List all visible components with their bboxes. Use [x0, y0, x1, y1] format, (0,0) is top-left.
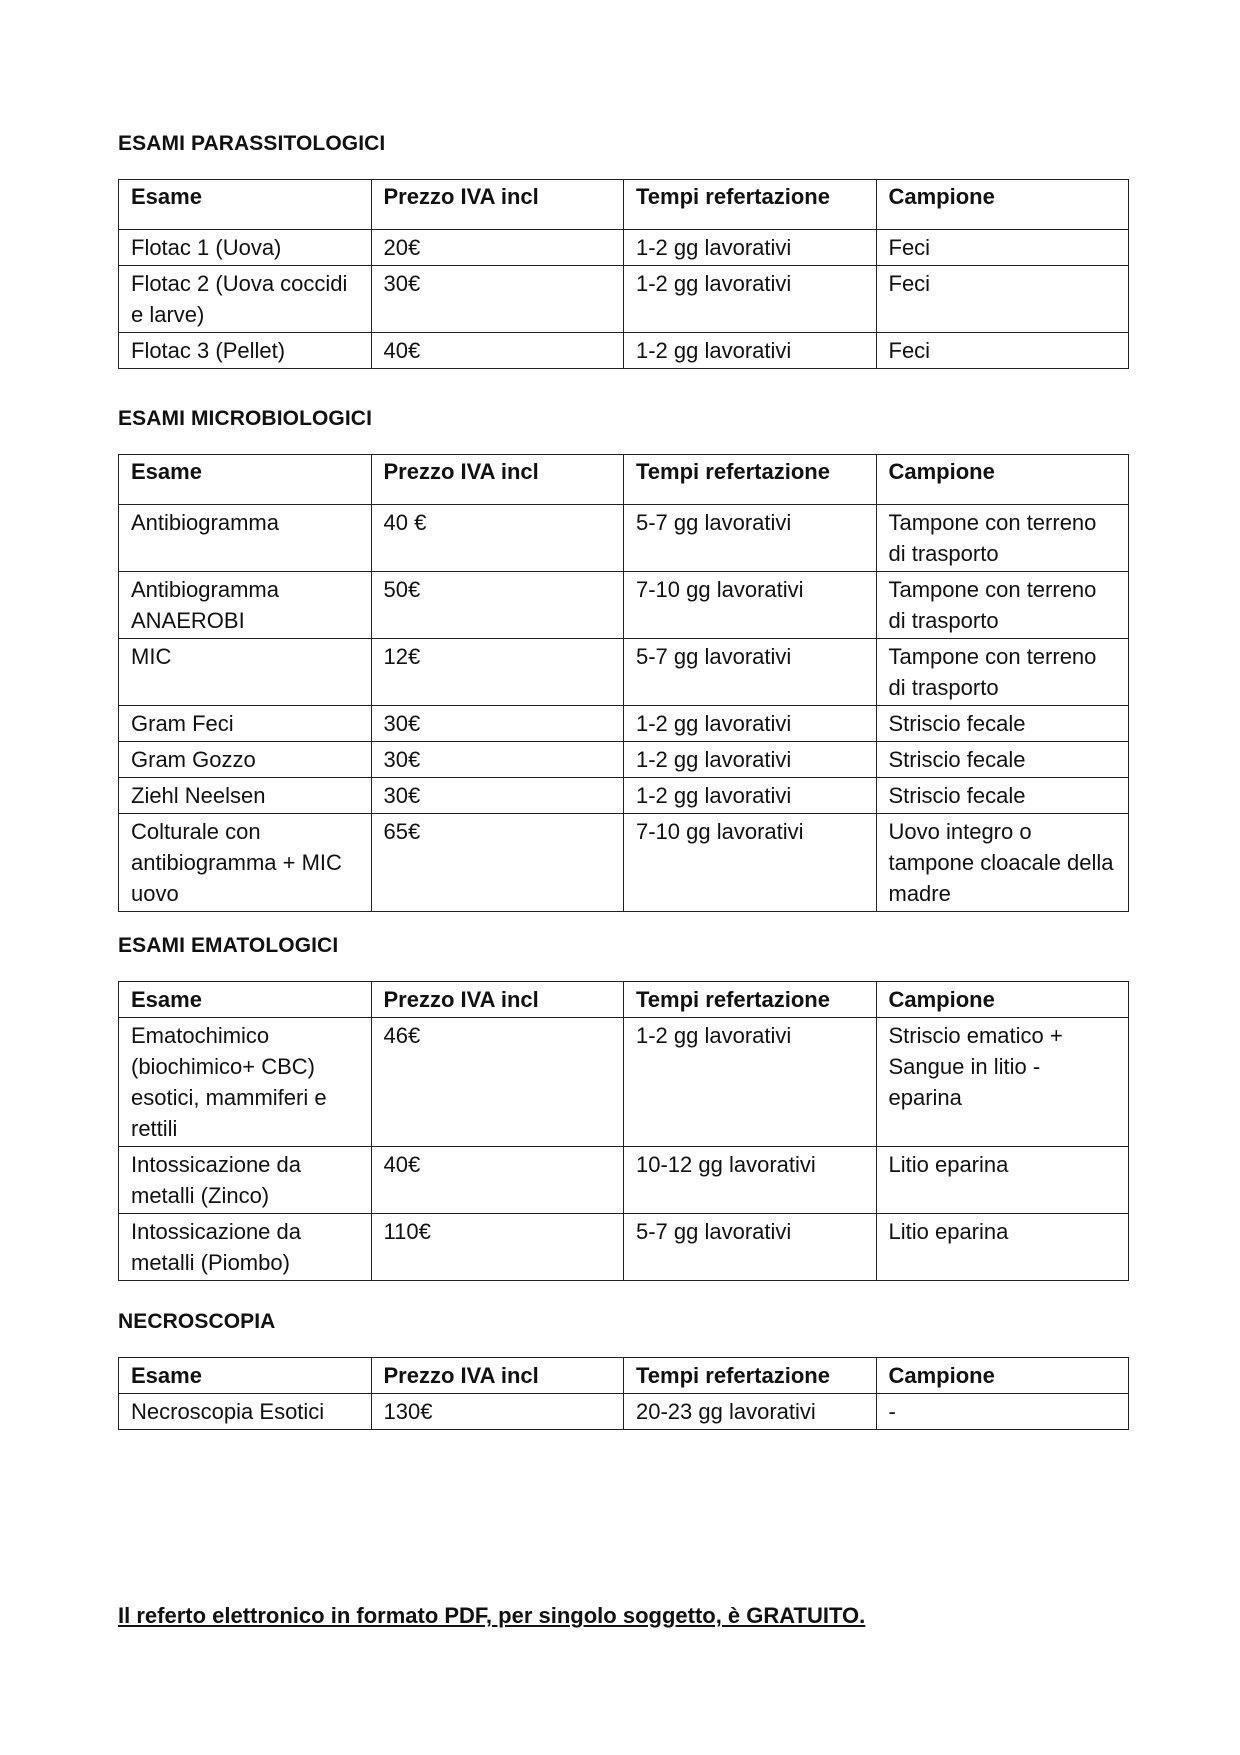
header-price: Prezzo IVA incl	[371, 180, 624, 230]
cell-sample: Uovo integro o tampone cloacale della madre	[876, 814, 1129, 912]
cell-sample: Feci	[876, 333, 1129, 369]
table-header-row	[119, 982, 1129, 1018]
cell-price: 40 €	[371, 505, 624, 572]
table-row	[119, 266, 1129, 333]
cell-time: 10-12 gg lavorativi	[624, 1147, 877, 1214]
cell-sample: Feci	[876, 266, 1129, 333]
header-price: Prezzo IVA incl	[371, 982, 624, 1018]
table-microbiologici	[118, 454, 1129, 912]
header-time: Tempi refertazione	[624, 180, 877, 230]
cell-price: 40€	[371, 333, 624, 369]
header-sample: Campione	[876, 180, 1129, 230]
cell-price: 110€	[371, 1214, 624, 1281]
header-time: Tempi refertazione	[624, 982, 877, 1018]
cell-exam: Ematochimico (biochimico+ CBC) esotici, mammiferi e rettili	[119, 1018, 372, 1147]
table-row	[119, 1147, 1129, 1214]
cell-sample: Feci	[876, 230, 1129, 266]
header-sample: Campione	[876, 1358, 1129, 1394]
cell-time: 1-2 gg lavorativi	[624, 230, 877, 266]
cell-sample: Tampone con terreno di trasporto	[876, 505, 1129, 572]
cell-exam: Necroscopia Esotici	[119, 1394, 372, 1430]
header-exam: Esame	[119, 180, 372, 230]
cell-price: 30€	[371, 706, 624, 742]
header-exam: Esame	[119, 455, 372, 505]
cell-sample: Tampone con terreno di trasporto	[876, 572, 1129, 639]
cell-time: 1-2 gg lavorativi	[624, 266, 877, 333]
cell-exam: Gram Gozzo	[119, 742, 372, 778]
table-row	[119, 1394, 1129, 1430]
cell-exam: Ziehl Neelsen	[119, 778, 372, 814]
cell-sample: Striscio fecale	[876, 778, 1129, 814]
table-header-row	[119, 455, 1129, 505]
table-row	[119, 639, 1129, 706]
cell-exam: MIC	[119, 639, 372, 706]
cell-time: 1-2 gg lavorativi	[624, 333, 877, 369]
footer-note: Il referto elettronico in formato PDF, per singolo soggetto, è GRATUITO.	[118, 1603, 866, 1628]
table-row	[119, 230, 1129, 266]
table-row	[119, 1018, 1129, 1147]
table-row	[119, 742, 1129, 778]
cell-sample: Litio eparina	[876, 1147, 1129, 1214]
table-row	[119, 814, 1129, 912]
cell-sample: Striscio fecale	[876, 706, 1129, 742]
section-title-ematologici: ESAMI EMATOLOGICI	[118, 934, 339, 957]
cell-time: 7-10 gg lavorativi	[624, 572, 877, 639]
cell-price: 130€	[371, 1394, 624, 1430]
table-row	[119, 505, 1129, 572]
table-ematologici	[118, 981, 1129, 1281]
table-parassitologici	[118, 179, 1129, 369]
cell-price: 20€	[371, 230, 624, 266]
header-price: Prezzo IVA incl	[371, 1358, 624, 1394]
table-row	[119, 572, 1129, 639]
cell-sample: Striscio ematico + Sangue in litio - eparina	[876, 1018, 1129, 1147]
header-sample: Campione	[876, 455, 1129, 505]
cell-time: 1-2 gg lavorativi	[624, 1018, 877, 1147]
cell-exam: Antibiogramma	[119, 505, 372, 572]
table-header-row	[119, 1358, 1129, 1394]
cell-time: 1-2 gg lavorativi	[624, 706, 877, 742]
cell-price: 40€	[371, 1147, 624, 1214]
cell-exam: Gram Feci	[119, 706, 372, 742]
table-row	[119, 778, 1129, 814]
table-row	[119, 1214, 1129, 1281]
cell-time: 7-10 gg lavorativi	[624, 814, 877, 912]
table-necroscopia	[118, 1357, 1129, 1430]
header-sample: Campione	[876, 982, 1129, 1018]
cell-time: 20-23 gg lavorativi	[624, 1394, 877, 1430]
header-price: Prezzo IVA incl	[371, 455, 624, 505]
cell-price: 30€	[371, 742, 624, 778]
section-title-parassitologici: ESAMI PARASSITOLOGICI	[118, 132, 386, 155]
section-title-necroscopia: NECROSCOPIA	[118, 1310, 276, 1333]
cell-price: 50€	[371, 572, 624, 639]
table-row	[119, 333, 1129, 369]
cell-price: 65€	[371, 814, 624, 912]
cell-time: 5-7 gg lavorativi	[624, 639, 877, 706]
cell-time: 5-7 gg lavorativi	[624, 505, 877, 572]
table-header-row	[119, 180, 1129, 230]
header-time: Tempi refertazione	[624, 455, 877, 505]
section-title-microbiologici: ESAMI MICROBIOLOGICI	[118, 407, 372, 430]
cell-sample: Tampone con terreno di trasporto	[876, 639, 1129, 706]
header-time: Tempi refertazione	[624, 1358, 877, 1394]
cell-sample: Litio eparina	[876, 1214, 1129, 1281]
cell-exam: Flotac 3 (Pellet)	[119, 333, 372, 369]
cell-time: 1-2 gg lavorativi	[624, 778, 877, 814]
cell-price: 46€	[371, 1018, 624, 1147]
cell-exam: Colturale con antibiogramma + MIC uovo	[119, 814, 372, 912]
table-row	[119, 706, 1129, 742]
header-exam: Esame	[119, 982, 372, 1018]
cell-price: 30€	[371, 266, 624, 333]
cell-price: 12€	[371, 639, 624, 706]
cell-exam: Intossicazione da metalli (Piombo)	[119, 1214, 372, 1281]
cell-exam: Antibiogramma ANAEROBI	[119, 572, 372, 639]
cell-price: 30€	[371, 778, 624, 814]
cell-sample: Striscio fecale	[876, 742, 1129, 778]
cell-exam: Flotac 2 (Uova coccidi e larve)	[119, 266, 372, 333]
cell-exam: Intossicazione da metalli (Zinco)	[119, 1147, 372, 1214]
cell-time: 1-2 gg lavorativi	[624, 742, 877, 778]
cell-time: 5-7 gg lavorativi	[624, 1214, 877, 1281]
cell-exam: Flotac 1 (Uova)	[119, 230, 372, 266]
cell-sample: -	[876, 1394, 1129, 1430]
header-exam: Esame	[119, 1358, 372, 1394]
